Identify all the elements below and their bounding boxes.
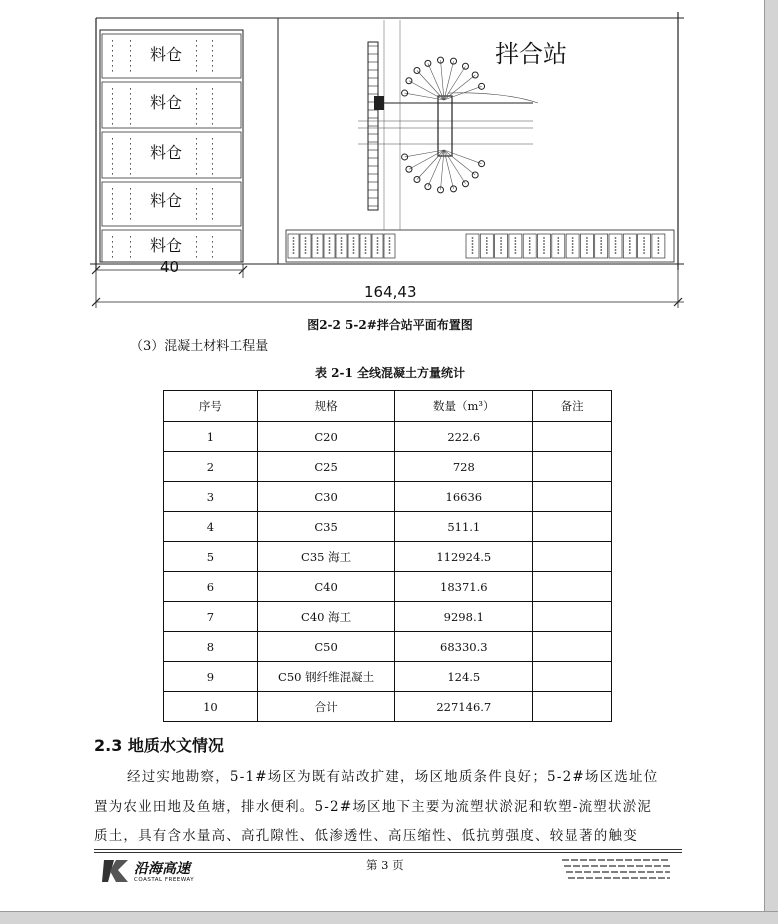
bin-dot xyxy=(212,163,213,165)
bin-dot xyxy=(112,213,113,215)
cell-quantity: 728 xyxy=(395,452,533,482)
bin-dot xyxy=(196,246,197,248)
col-header-spec: 规格 xyxy=(257,391,395,422)
bin-dot xyxy=(212,208,213,210)
bin-dot xyxy=(196,251,197,253)
logo-text: 沿海高速 xyxy=(134,861,190,877)
bin-dot xyxy=(212,168,213,170)
silo-spoke xyxy=(441,60,444,100)
silo-spoke xyxy=(428,63,444,100)
bin-dot xyxy=(130,98,131,100)
mixer-body xyxy=(438,96,452,156)
bin-dot xyxy=(112,143,113,145)
cell-quantity: 511.1 xyxy=(395,512,533,542)
bin-dot xyxy=(196,70,197,72)
table-row xyxy=(164,602,612,632)
bin-dot xyxy=(212,103,213,105)
bin-dot xyxy=(112,65,113,67)
cell-index: 7 xyxy=(164,602,258,632)
bin-dot xyxy=(212,40,213,42)
bin-dot xyxy=(130,60,131,62)
bin-dot xyxy=(112,93,113,95)
bin-dot xyxy=(112,241,113,243)
bin-dot xyxy=(196,236,197,238)
bin-dot xyxy=(112,88,113,90)
cell-index: 5 xyxy=(164,542,258,572)
logo-subtext: COASTAL FREEWAY xyxy=(134,877,195,883)
bin-dot xyxy=(130,163,131,165)
bin-dot xyxy=(112,138,113,140)
bin-dot xyxy=(212,158,213,160)
bin-dot xyxy=(112,98,113,100)
bin-dot xyxy=(130,148,131,150)
bin-dot xyxy=(130,236,131,238)
bin-dot xyxy=(212,118,213,120)
bin-dot xyxy=(196,148,197,150)
bin-dot xyxy=(212,143,213,145)
bin-dot xyxy=(196,98,197,100)
cell-quantity: 16636 xyxy=(395,482,533,512)
bin-dot xyxy=(196,93,197,95)
bin-dot xyxy=(130,198,131,200)
cell-index: 10 xyxy=(164,692,258,722)
bin-dot xyxy=(130,208,131,210)
bin-dot xyxy=(212,138,213,140)
bin-dot xyxy=(130,55,131,57)
bin-dot xyxy=(130,246,131,248)
bin-dot xyxy=(112,246,113,248)
bin-dot xyxy=(130,113,131,115)
bin-dot xyxy=(212,108,213,110)
table-row xyxy=(164,512,612,542)
cell-spec: C40 xyxy=(257,572,395,602)
dimension-small: 40 xyxy=(160,258,180,276)
bin-dot xyxy=(212,93,213,95)
bin-dot xyxy=(112,218,113,220)
bin-dot xyxy=(196,168,197,170)
footer-rule xyxy=(94,849,682,850)
cell-quantity: 18371.6 xyxy=(395,572,533,602)
bin-label: 料仓 xyxy=(150,45,183,64)
bin-dot xyxy=(212,55,213,57)
paragraph-line-2: 置为农业田地及鱼塘，排水便利。5-2#场区地下主要为流塑状淤泥和软塑-流塑状淤泥 xyxy=(94,799,653,815)
bin-dot xyxy=(196,60,197,62)
bin-dot xyxy=(130,138,131,140)
bin-dot xyxy=(196,218,197,220)
bin-dot xyxy=(212,45,213,47)
cell-remark xyxy=(533,692,612,722)
bin-dot xyxy=(112,123,113,125)
bin-label: 料仓 xyxy=(150,143,183,162)
bin-dot xyxy=(212,60,213,62)
viewer-bottom-margin xyxy=(0,912,778,924)
bin-dot xyxy=(196,123,197,125)
bin-dot xyxy=(212,113,213,115)
cell-quantity: 222.6 xyxy=(395,422,533,452)
bin-dot xyxy=(196,256,197,258)
bin-dot xyxy=(112,45,113,47)
bin-dot xyxy=(130,123,131,125)
cell-remark xyxy=(533,542,612,572)
table-row xyxy=(164,422,612,452)
silo-spoke xyxy=(444,150,465,184)
bin-dot xyxy=(196,158,197,160)
cell-index: 3 xyxy=(164,482,258,512)
bin-dot xyxy=(112,168,113,170)
cell-spec: C20 xyxy=(257,422,395,452)
bin-dot xyxy=(112,158,113,160)
cell-spec: C30 xyxy=(257,482,395,512)
cell-index: 8 xyxy=(164,632,258,662)
bin-dot xyxy=(112,103,113,105)
bin-dot xyxy=(196,173,197,175)
bin-dot xyxy=(212,203,213,205)
table-caption: 表 2-1 全线混凝土方量统计 xyxy=(314,366,466,380)
dimension-large: 164,43 xyxy=(364,283,417,301)
logo-mark-icon xyxy=(102,858,130,884)
bin-dot xyxy=(196,143,197,145)
bin-dot xyxy=(112,153,113,155)
footer-decoration-icon xyxy=(552,856,674,882)
silo-spoke xyxy=(444,150,482,164)
bin-dot xyxy=(112,148,113,150)
bin-dot xyxy=(212,256,213,258)
bin-dot xyxy=(130,118,131,120)
bin-dot xyxy=(196,40,197,42)
bin-label: 料仓 xyxy=(150,236,183,255)
cell-spec: C35 海工 xyxy=(257,542,395,572)
bin-dot xyxy=(196,65,197,67)
bin-dot xyxy=(196,153,197,155)
bin-dot xyxy=(112,118,113,120)
bin-dot xyxy=(130,173,131,175)
cell-remark xyxy=(533,662,612,692)
figure-caption: 图2-2 5-2#拌合站平面布置图 xyxy=(307,318,473,332)
bin-dot xyxy=(212,213,213,215)
cell-spec: 合计 xyxy=(257,692,395,722)
cell-remark xyxy=(533,572,612,602)
bin-dot xyxy=(212,123,213,125)
bin-dot xyxy=(196,163,197,165)
col-header-quantity: 数量（m³） xyxy=(395,391,533,422)
cell-remark xyxy=(533,452,612,482)
bin-dot xyxy=(130,70,131,72)
bin-dot xyxy=(212,246,213,248)
bin-dot xyxy=(212,251,213,253)
bin-label: 料仓 xyxy=(150,93,183,112)
pipe-arc xyxy=(448,93,538,103)
bin-dot xyxy=(196,138,197,140)
bin-dot xyxy=(212,65,213,67)
cell-remark xyxy=(533,482,612,512)
col-header-index: 序号 xyxy=(164,391,258,422)
bin-dot xyxy=(130,213,131,215)
silo-spoke xyxy=(444,66,465,100)
bin-dot xyxy=(212,188,213,190)
cell-remark xyxy=(533,512,612,542)
bin-dot xyxy=(130,193,131,195)
bin-dot xyxy=(130,143,131,145)
bin-dot xyxy=(196,203,197,205)
silo-spoke xyxy=(417,150,444,179)
bin-dot xyxy=(112,60,113,62)
bin-dot xyxy=(130,93,131,95)
bin-dot xyxy=(196,55,197,57)
silo-spoke xyxy=(428,150,444,187)
table-row xyxy=(164,452,612,482)
bin-dot xyxy=(112,188,113,190)
bin-dot xyxy=(196,213,197,215)
bin-dot xyxy=(130,45,131,47)
silo-spoke xyxy=(444,61,454,100)
bin-dot xyxy=(130,251,131,253)
bin-dot xyxy=(112,208,113,210)
col-header-remark: 备注 xyxy=(533,391,612,422)
cell-spec: C35 xyxy=(257,512,395,542)
cell-quantity: 68330.3 xyxy=(395,632,533,662)
cell-index: 6 xyxy=(164,572,258,602)
cell-spec: C40 海工 xyxy=(257,602,395,632)
bin-dot xyxy=(212,153,213,155)
bin-dot xyxy=(212,193,213,195)
bin-dot xyxy=(212,218,213,220)
bin-dot xyxy=(212,173,213,175)
cell-quantity: 9298.1 xyxy=(395,602,533,632)
bin-dot xyxy=(112,198,113,200)
bin-dot xyxy=(130,108,131,110)
bin-dot xyxy=(112,256,113,258)
bin-dot xyxy=(112,50,113,52)
table-row xyxy=(164,692,612,722)
bin-dot xyxy=(196,193,197,195)
bin-dot xyxy=(112,40,113,42)
paragraph-line-1: 经过实地勘察，5-1#场区为既有站改扩建，场区地质条件良好；5-2#场区选址位 xyxy=(127,769,659,785)
bin-dot xyxy=(212,148,213,150)
bin-dot xyxy=(130,65,131,67)
bin-dot xyxy=(212,98,213,100)
cell-remark xyxy=(533,602,612,632)
cell-index: 2 xyxy=(164,452,258,482)
footer-rule-2 xyxy=(94,852,682,853)
silo-spoke xyxy=(444,150,475,175)
silo-spoke xyxy=(444,75,475,100)
bin-dot xyxy=(196,50,197,52)
viewer-right-margin xyxy=(765,0,778,924)
table-row xyxy=(164,542,612,572)
concrete-volume-table xyxy=(163,390,612,722)
bin-dot xyxy=(196,45,197,47)
bin-dot xyxy=(212,50,213,52)
cell-spec: C25 xyxy=(257,452,395,482)
bin-dot xyxy=(112,108,113,110)
bin-dot xyxy=(130,103,131,105)
bin-dot xyxy=(212,198,213,200)
bin-dot xyxy=(112,203,113,205)
bin-dot xyxy=(196,198,197,200)
cell-quantity: 112924.5 xyxy=(395,542,533,572)
bin-dot xyxy=(112,251,113,253)
bin-dot xyxy=(112,193,113,195)
bin-dot xyxy=(212,241,213,243)
bin-dot xyxy=(112,173,113,175)
cell-remark xyxy=(533,422,612,452)
plant-title: 拌合站 xyxy=(495,40,567,68)
cell-quantity: 227146.7 xyxy=(395,692,533,722)
table-row xyxy=(164,572,612,602)
bin-dot xyxy=(212,88,213,90)
bin-dot xyxy=(130,40,131,42)
cell-quantity: 124.5 xyxy=(395,662,533,692)
bin-dot xyxy=(212,236,213,238)
bin-dot xyxy=(196,113,197,115)
table-row xyxy=(164,482,612,512)
cell-spec: C50 xyxy=(257,632,395,662)
hopper xyxy=(374,96,384,110)
cell-index: 1 xyxy=(164,422,258,452)
bin-dot xyxy=(130,50,131,52)
bin-dot xyxy=(196,241,197,243)
table-row xyxy=(164,632,612,662)
bin-dot xyxy=(196,188,197,190)
bin-dot xyxy=(130,218,131,220)
table-header-row xyxy=(164,391,612,422)
bin-dot xyxy=(130,88,131,90)
table-row xyxy=(164,662,612,692)
bin-label: 料仓 xyxy=(150,191,183,210)
cell-remark xyxy=(533,632,612,662)
page-number: 第 3 页 xyxy=(366,858,404,872)
materials-subheading: （3）混凝土材料工程量 xyxy=(130,339,269,354)
bin-dot xyxy=(130,153,131,155)
bin-dot xyxy=(196,103,197,105)
bin-dot xyxy=(196,108,197,110)
bin-dot xyxy=(212,70,213,72)
paragraph-line-3: 质土，具有含水量高、高孔隙性、低渗透性、高压缩性、低抗剪强度、较显著的触变 xyxy=(94,828,638,844)
bin-dot xyxy=(112,163,113,165)
bin-dot xyxy=(130,203,131,205)
cell-spec: C50 钢纤维混凝土 xyxy=(257,662,395,692)
bin-dot xyxy=(112,236,113,238)
bin-dot xyxy=(130,188,131,190)
bin-dot xyxy=(196,118,197,120)
bin-dot xyxy=(130,168,131,170)
section-heading: 2.3 地质水文情况 xyxy=(94,736,224,755)
bin-dot xyxy=(196,88,197,90)
cell-index: 4 xyxy=(164,512,258,542)
silo-spoke xyxy=(417,71,444,100)
bin-dot xyxy=(112,70,113,72)
bin-dot xyxy=(130,158,131,160)
cell-index: 9 xyxy=(164,662,258,692)
bin-dot xyxy=(130,256,131,258)
bin-dot xyxy=(196,208,197,210)
bin-dot xyxy=(112,113,113,115)
bin-dot xyxy=(130,241,131,243)
bin-dot xyxy=(112,55,113,57)
